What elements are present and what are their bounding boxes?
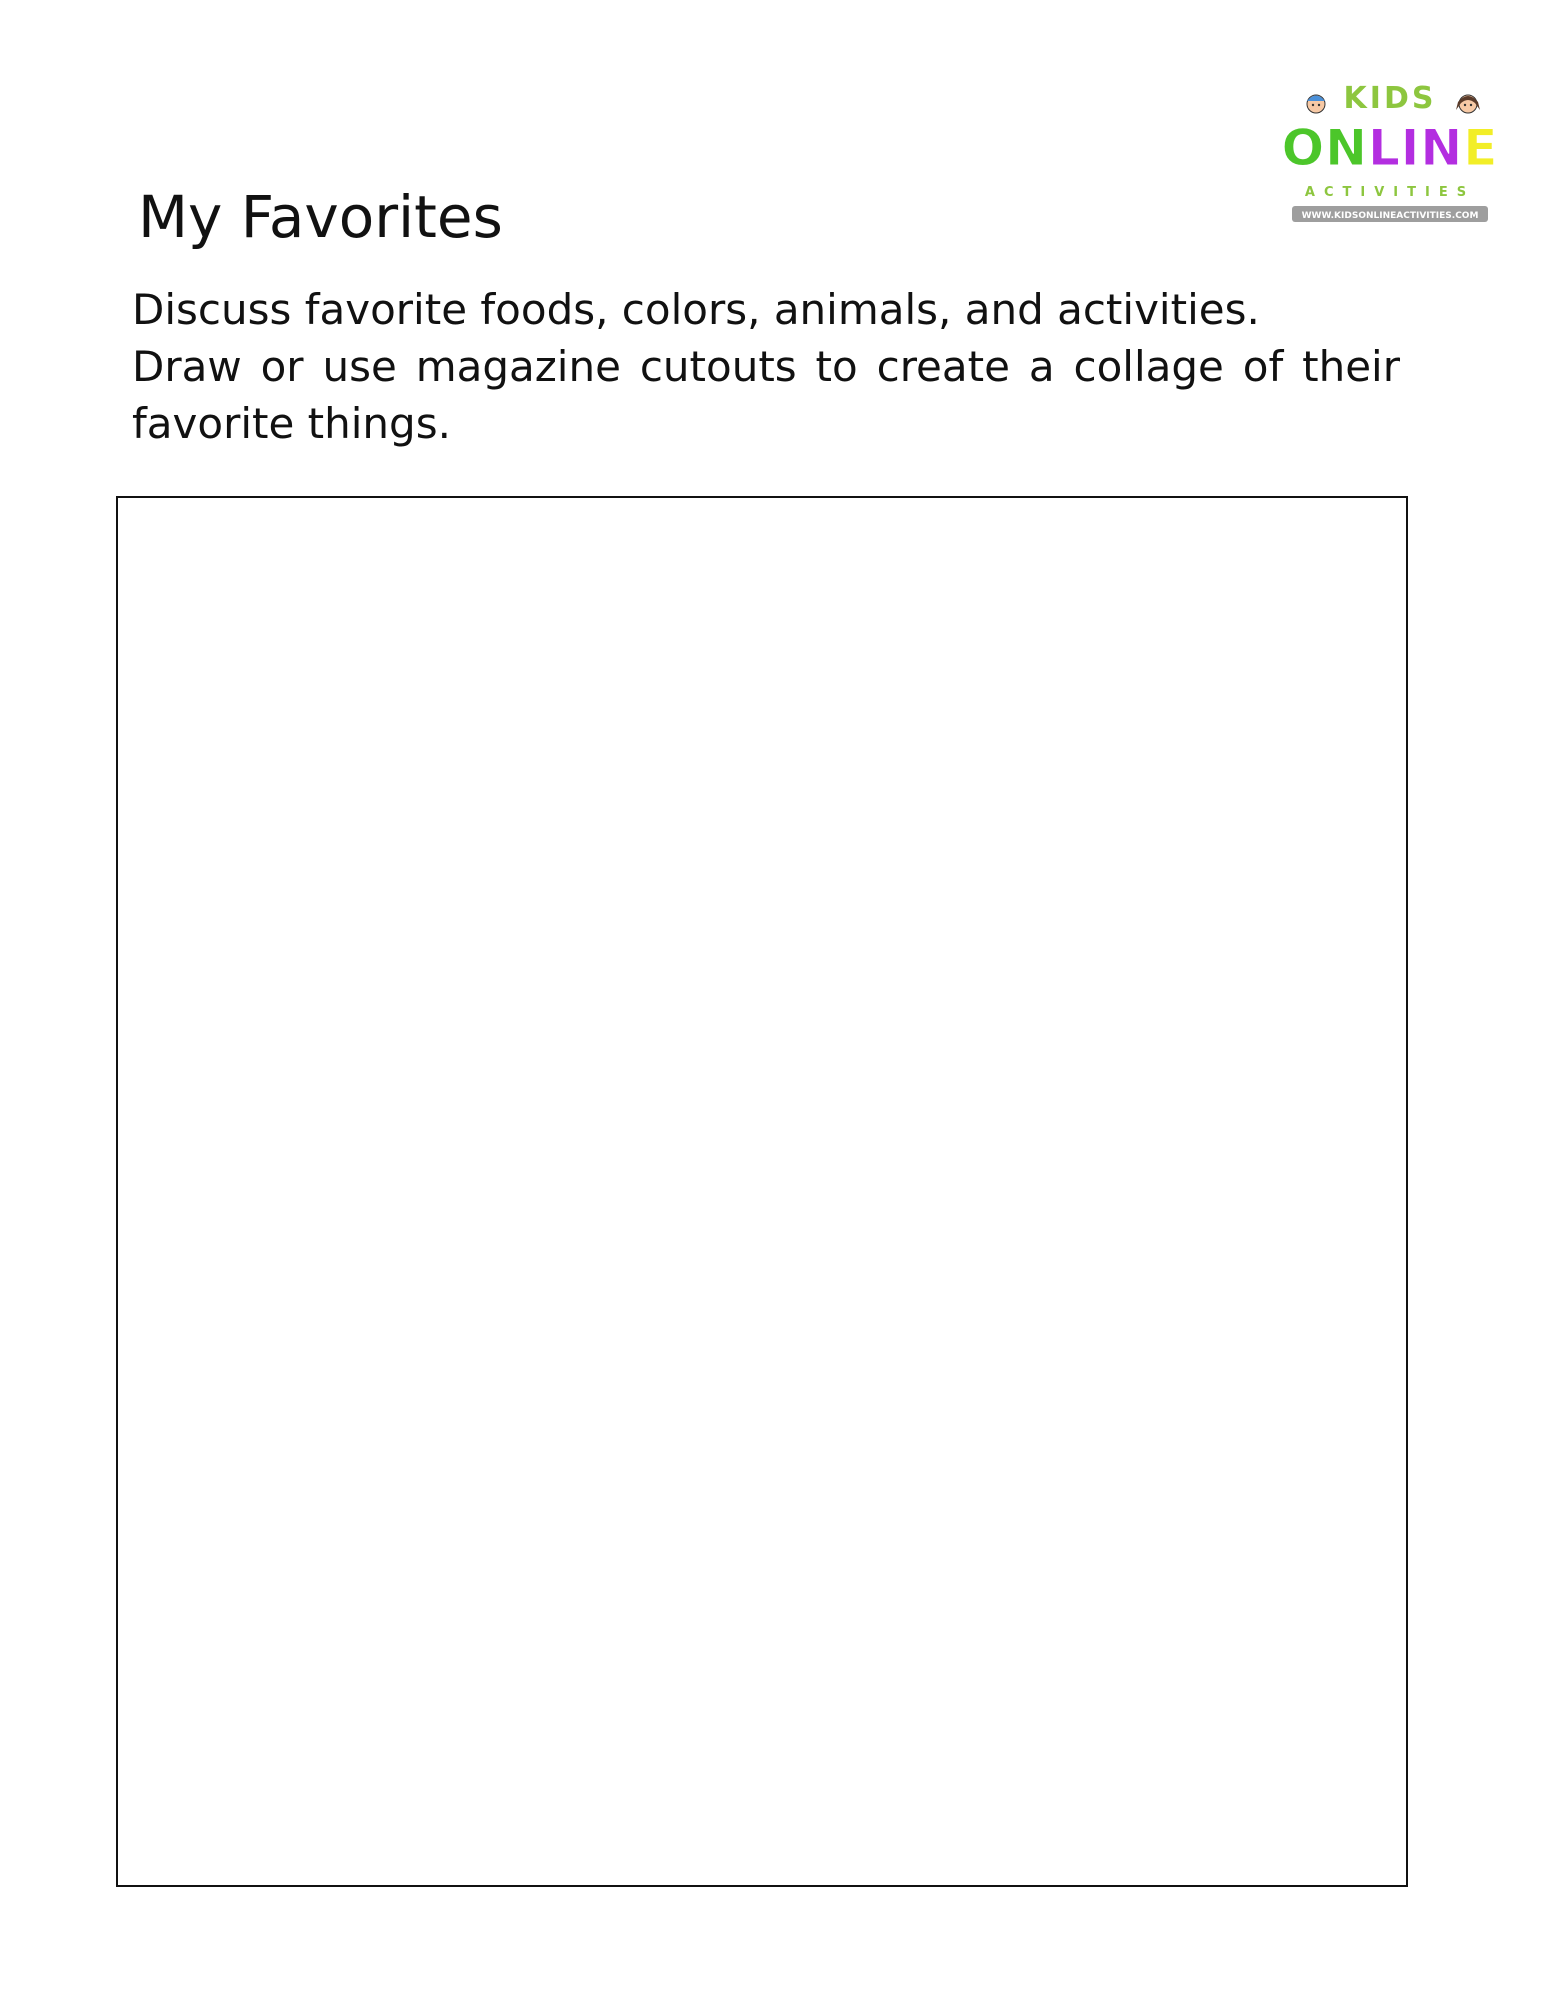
boy-face-icon [1307,95,1325,113]
logo-url-text: WWW.KIDSONLINEACTIVITIES.COM [1301,211,1479,221]
logo-kids-text: KIDS [1343,81,1437,116]
girl-face-icon [1456,95,1480,113]
collage-drawing-area[interactable] [116,496,1408,1887]
instruction-line-1: Discuss favorite foods, colors, animals, and activities. [132,285,1260,334]
page-title: My Favorites [138,183,503,251]
kids-online-activities-logo [1270,70,1510,230]
instruction-line-2: Draw or use magazine cutouts to create a collage of their favorite things. [132,342,1400,448]
instructions [132,281,1400,452]
logo-online-text: ONLINE [1281,119,1499,177]
logo-graphic [1270,70,1510,230]
logo-activities-text: ACTIVITIES [1304,185,1476,200]
